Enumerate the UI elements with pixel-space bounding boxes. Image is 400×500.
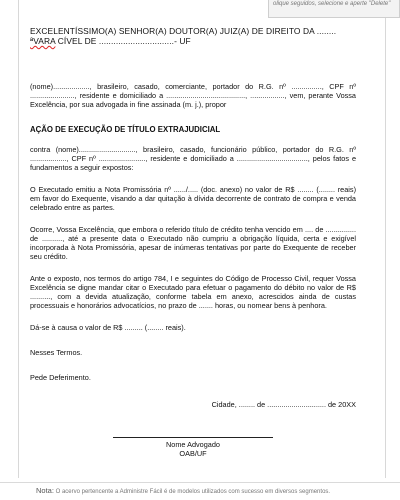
footer-label: Nota:	[36, 486, 54, 495]
causa-value: Dá-se à causa o valor de R$ ......... (........ reais).	[30, 323, 186, 332]
signature-name: Nome Advogado	[166, 440, 220, 449]
paragraph-2: Ocorre, Vossa Excelência, que embora o referido título de crédito tenha vencido em .... de ............... de .........., até a presente data o Executado não cumpriu a obrigação líquida, certa e exigível incorporada à Nota Promissória, apesar de inúmeras tentativas por parte do Exequente de receber seu crédito.	[30, 225, 356, 261]
nesses-termos: Nesses Termos.	[30, 348, 83, 357]
pede-deferimento: Pede Deferimento.	[30, 373, 91, 382]
place-date: Cidade, ........ de ............................. de 20XX	[211, 400, 356, 409]
paragraph-3: Ante o exposto, nos termos do artigo 784, I e seguintes do Código de Processo Civil, requer Vossa Excelência se digne mandar citar o Executado para efetuar o pagamento do débito no valor de R$ .........., com a devida atualização, conforme tabela em anexo, acrescidos ainda de custas processuais e honorários advocatícios, no prazo de ....... horas, ou nomear bens à penhora.	[30, 274, 356, 310]
signature-oab: OAB/UF	[179, 449, 207, 458]
tooltip-hint: olique seguidos, selecione e aperte "Delete"	[268, 0, 400, 18]
signature-line	[113, 437, 273, 438]
footer-text: O acervo pertencente a Administre Fácil é de modelos utilizados com sucesso em diversos segmentos.	[53, 489, 331, 495]
header-line-2	[30, 36, 356, 46]
action-title: AÇÃO DE EXECUÇÃO DE TÍTULO EXTRAJUDICIAL	[30, 125, 221, 134]
header-line-1: EXCELENTÍSSIMO(A) SENHOR(A) DOUTOR(A) JUIZ(A) DE DIREITO DA ........	[30, 26, 337, 36]
document-header	[30, 26, 356, 46]
header-vara: ªVARA	[30, 36, 56, 46]
against-paragraph: contra (nome)............................, brasileiro, casado, funcionário público, portador do R.G. nº .................., CPF nº ......................., residente e domiciliado a ..................................., pelos fatos e fundamentos a seguir expostos:	[30, 145, 356, 172]
paragraph-1: O Executado emitiu a Nota Promissória nº ....../..... (doc. anexo) no valor de R$ ........ (........ reais) em favor do Exequente, visando a dar quitação à dívida decorrente de contrato de compra e venda celebrado entre as partes.	[30, 185, 356, 212]
header-vara-rest: CÍVEL DE ...............................- UF	[55, 36, 191, 46]
footer-note	[0, 482, 400, 500]
intro-paragraph: (nome).................., brasileiro, casado, comerciante, portador do R.G. nº ..............., CPF nº ......................, residente e domiciliado a ......................................., ................., vem, perante Vossa Excelência, por sua advogada in fine assinada (m. j.), propor	[30, 82, 356, 109]
document-body	[30, 26, 356, 458]
